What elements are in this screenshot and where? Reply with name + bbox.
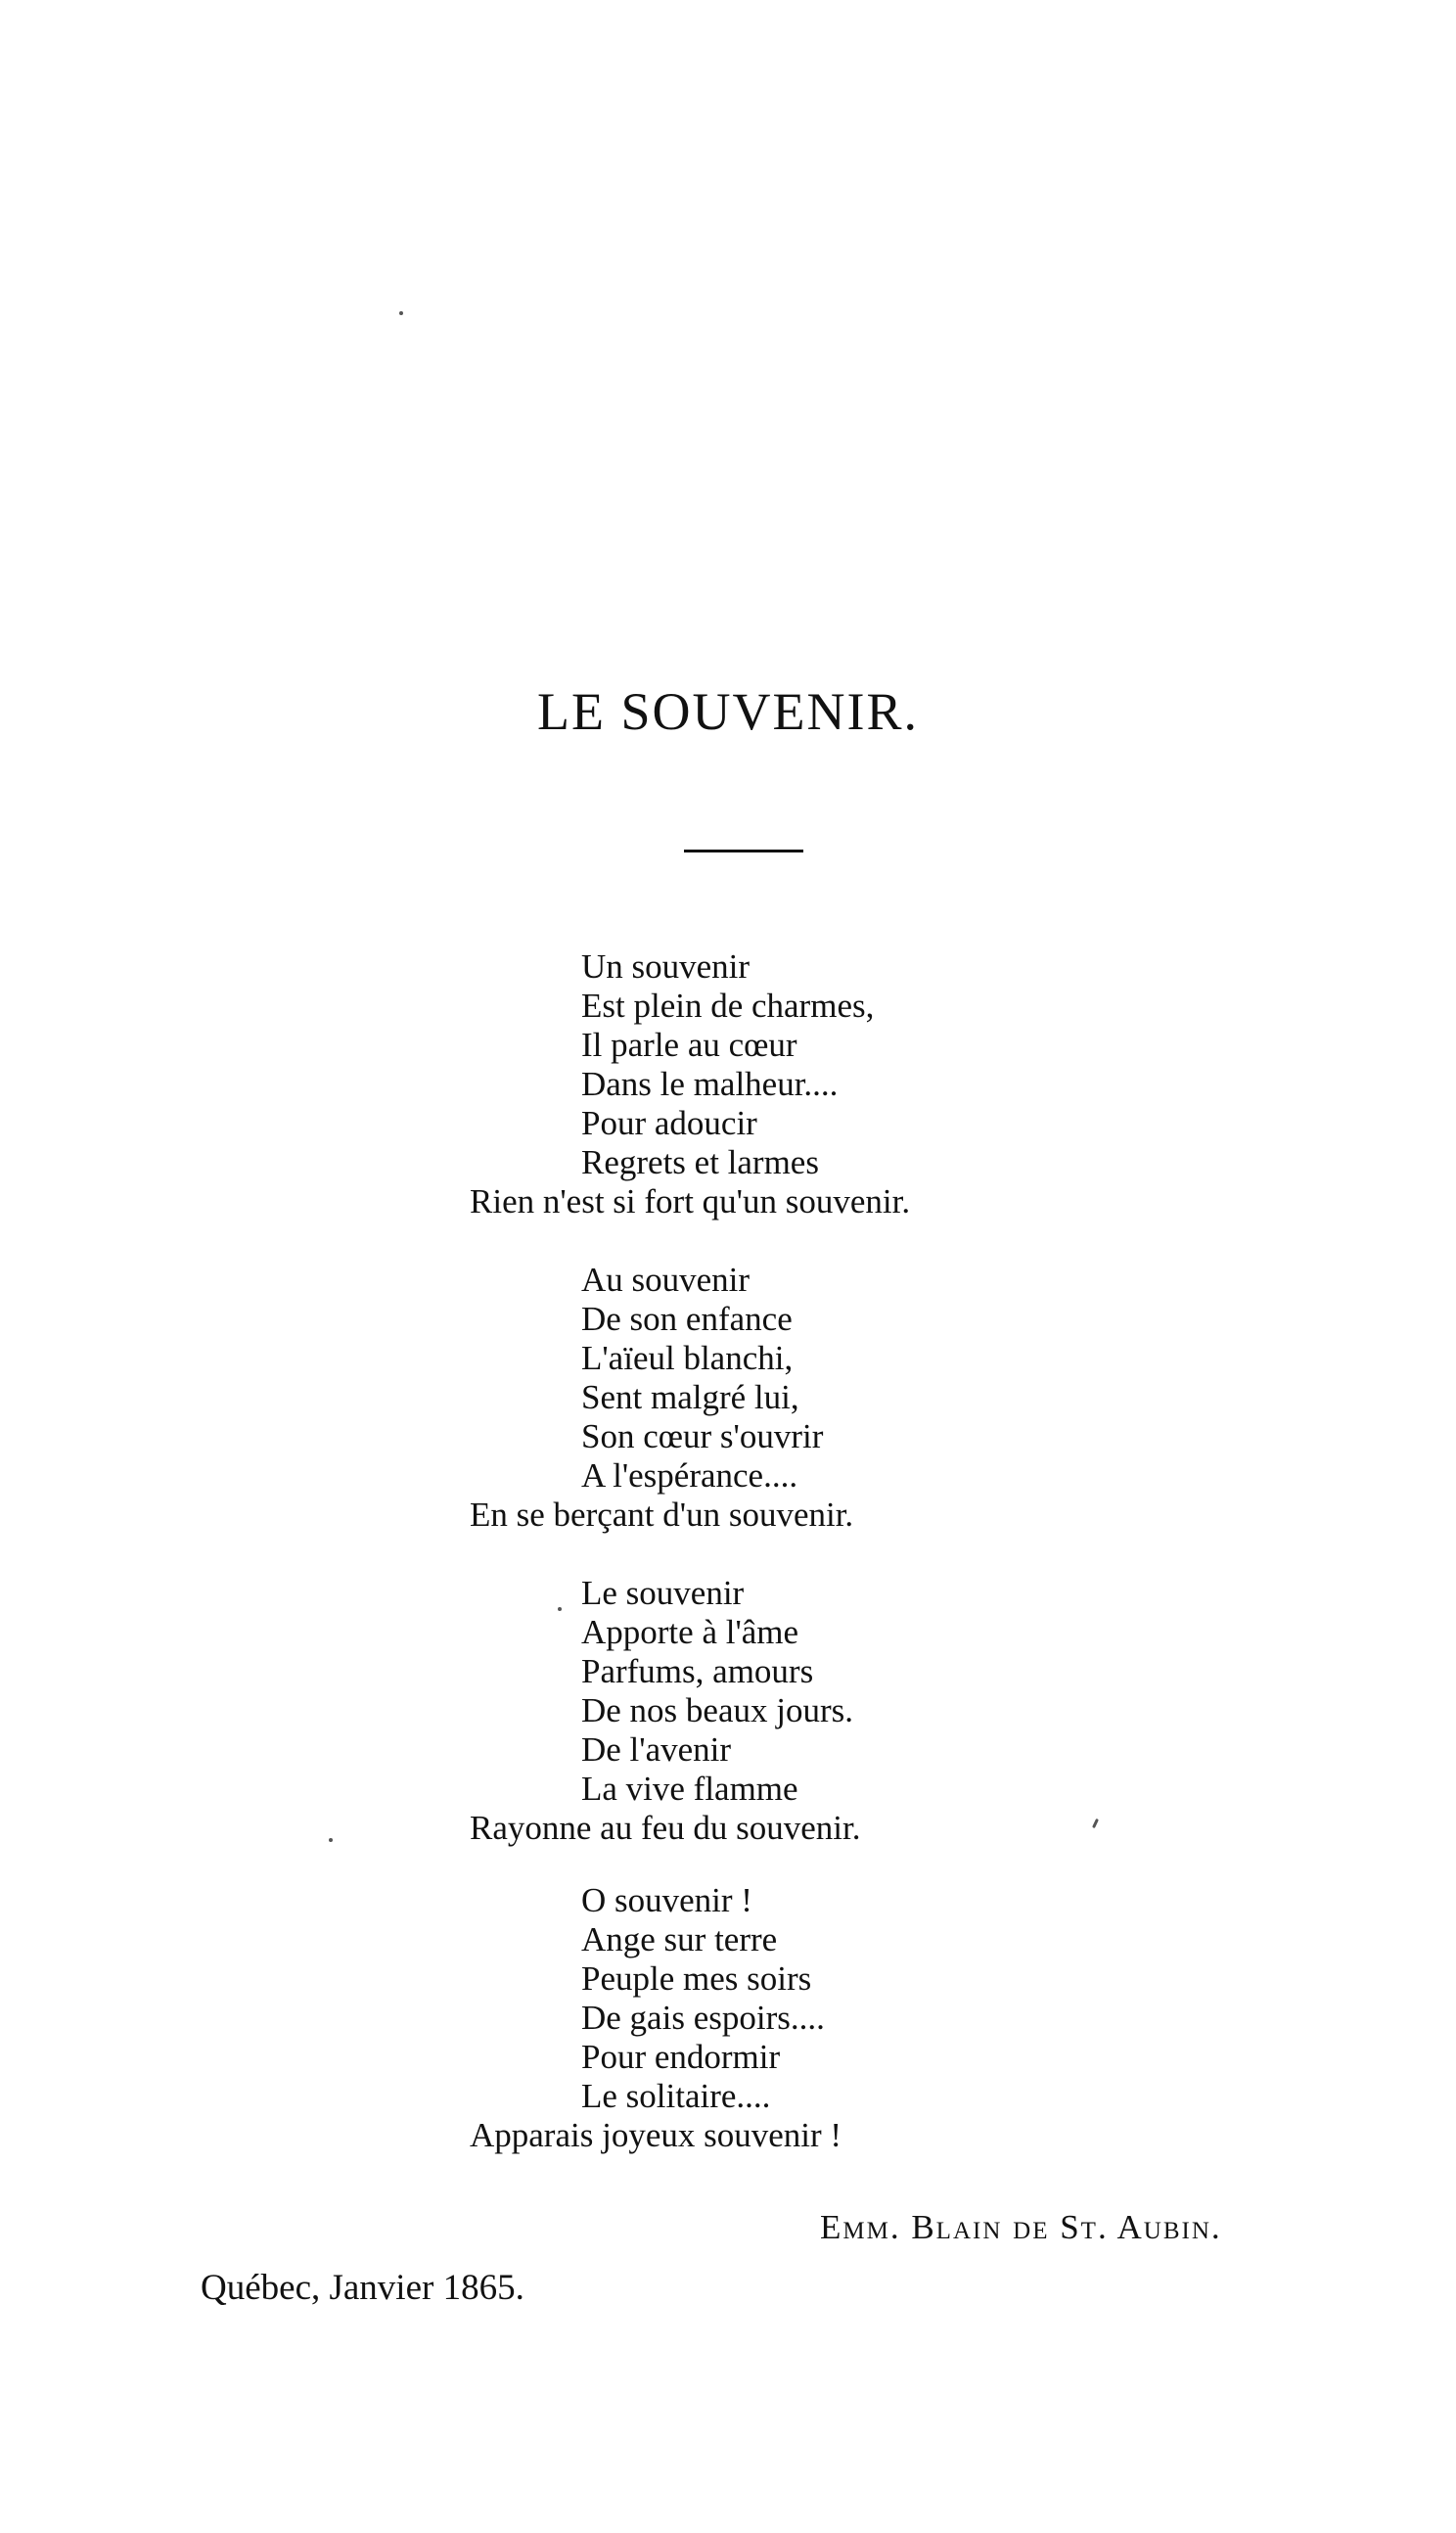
poem-line: Son cœur s'ouvrir	[581, 1417, 824, 1455]
stanza-1	[470, 947, 1252, 1221]
poem-line: Il parle au cœur	[581, 1026, 797, 1064]
poem-title: LE SOUVENIR.	[537, 682, 919, 741]
stanza-2	[470, 1261, 1252, 1535]
poem-line: Ange sur terre	[581, 1920, 778, 1958]
poem-line: A l'espérance....	[581, 1456, 798, 1495]
poem-refrain-line: Rien n'est si fort qu'un souvenir.	[470, 1182, 911, 1220]
scan-speck	[558, 1607, 562, 1611]
poem-line: Est plein de charmes,	[581, 987, 875, 1025]
poem-line: Apporte à l'âme	[581, 1613, 799, 1651]
poem-line: Le souvenir	[581, 1574, 745, 1612]
author-signature: Emm. Blain de St. Aubin.	[820, 2208, 1222, 2246]
poem-line: Peuple mes soirs	[581, 1959, 812, 1998]
poem-refrain-line: En se berçant d'un souvenir.	[470, 1496, 854, 1534]
poem-line: De gais espoirs....	[581, 1999, 825, 2037]
poem-line: Le solitaire....	[581, 2077, 771, 2115]
stanza-3	[470, 1574, 1252, 1848]
poem-line: La vive flamme	[581, 1770, 798, 1808]
stanza-4	[470, 1881, 1252, 2155]
poem-line: Au souvenir	[581, 1261, 751, 1299]
poem-line: De l'avenir	[581, 1730, 732, 1769]
poem-line: Dans le malheur....	[581, 1065, 839, 1103]
poem-line: Pour adoucir	[581, 1104, 757, 1142]
poem-line: Sent malgré lui,	[581, 1378, 799, 1416]
poem-refrain-line: Rayonne au feu du souvenir.	[470, 1809, 861, 1847]
poem-refrain-line: Apparais joyeux souvenir !	[470, 2116, 842, 2154]
title-rule	[684, 850, 803, 852]
poem-line: Un souvenir	[581, 947, 751, 986]
poem-line: Parfums, amours	[581, 1652, 814, 1690]
poem-line: Regrets et larmes	[581, 1143, 819, 1181]
poem-line: De nos beaux jours.	[581, 1691, 854, 1729]
poem-line: De son enfance	[581, 1300, 793, 1338]
scan-speck	[399, 311, 403, 315]
scan-speck	[329, 1838, 333, 1842]
place-date-line: Québec, Janvier 1865.	[201, 2268, 524, 2308]
poem-line: O souvenir !	[581, 1881, 752, 1919]
poem-line: Pour endormir	[581, 2038, 781, 2076]
poem-line: L'aïeul blanchi,	[581, 1339, 794, 1377]
